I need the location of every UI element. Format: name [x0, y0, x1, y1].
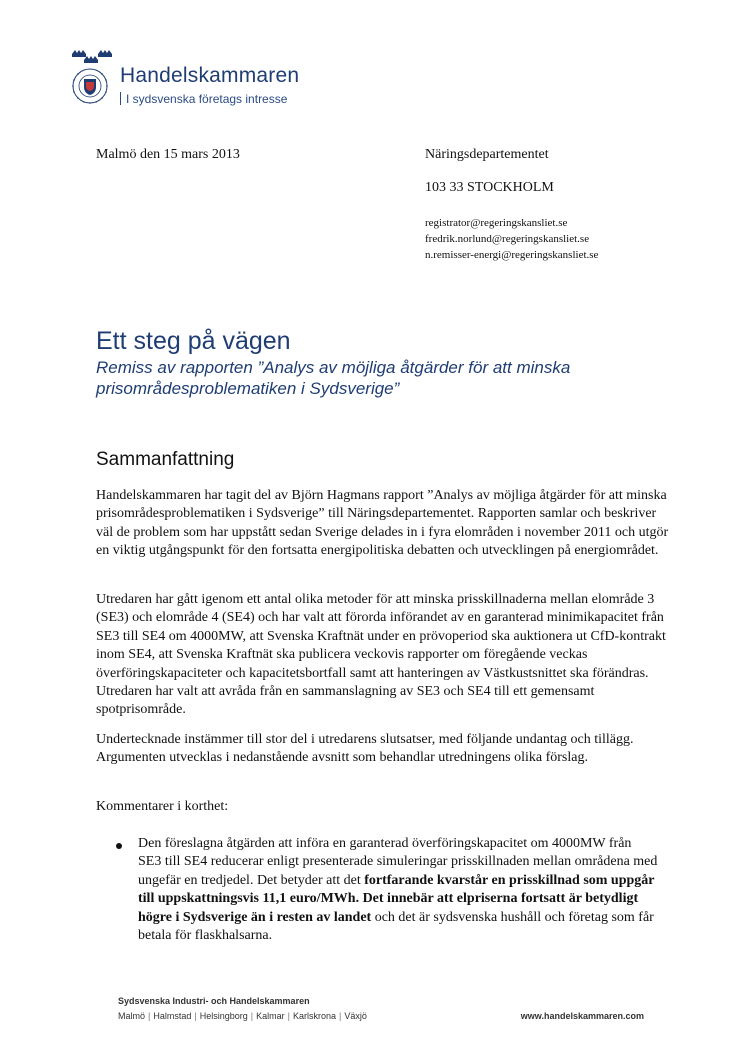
- brand-tagline: I sydsvenska företags intresse: [126, 92, 288, 106]
- bullet-bold-part: fortfarande kvarstår en prisskillnad som uppgår till uppskattningsvis 11,1 euro/MWh. Det innebär att elpriserna fortsatt är betydligt högre i Sydsverige än i resten av landet: [138, 872, 655, 925]
- bullet-text-part: Den föreslagna åtgärden att införa en garanterad överföringskapacitet om 4000MW från SE3 till SE4 reducerar enligt presenterade simuleringar prisskillnaden mellan områdena med ungefär en tredjedel. Det betyder att det: [138, 836, 658, 888]
- crown-seal-icon: [64, 48, 116, 108]
- footer-separator: |: [338, 1011, 342, 1021]
- footer-separator: |: [148, 1011, 151, 1021]
- email-address: n.remisser-energi@regeringskansliet.se: [425, 249, 599, 261]
- brand-name: Handelskammaren: [120, 64, 300, 87]
- footer-separator: |: [250, 1011, 254, 1021]
- footer-separator: |: [287, 1011, 290, 1021]
- footer-website-link[interactable]: www.handelskammaren.com: [520, 1011, 644, 1021]
- recipient-name: Näringsdepartementet: [425, 147, 549, 162]
- section-heading: Sammanfattning: [96, 449, 235, 470]
- bullet-item: [138, 835, 658, 945]
- company-logo: [64, 48, 314, 110]
- footer-city: Malmö: [118, 1011, 146, 1021]
- recipient-address: 103 33 STOCKHOLM: [425, 180, 554, 195]
- footer-city: Kalmar: [256, 1011, 285, 1021]
- body-paragraph: Handelskammaren har tagit del av Björn Hagmans rapport ”Analys av möjliga åtgärder för att minska prisområdesproblematiken i Sydsverige” till Näringsdepartementet. Rapporten samlar och beskriver väl de problem som har uppstått sedan Sverige delades in i fyra elområden i november 2011 och utgör en viktig utgångspunkt för den fortsatta energipolitiska debatten och utvecklingen på energiområdet.: [96, 488, 669, 559]
- document-subtitle: Remiss av rapporten ”Analys av möjliga åtgärder för att minska prisområdesproblematiken i Sydsverige”: [96, 358, 571, 398]
- footer-city: Helsingborg: [199, 1011, 248, 1021]
- footer-city: Halmstad: [153, 1011, 192, 1021]
- email-address: fredrik.norlund@regeringskansliet.se: [425, 233, 590, 245]
- footer-separator: |: [194, 1011, 197, 1021]
- bullet-icon: [116, 843, 122, 849]
- body-paragraph: Kommentarer i korthet:: [96, 799, 229, 814]
- body-paragraph: Undertecknade instämmer till stor del i utredarens slutsatser, med följande undantag och tillägg. Argumenten utvecklas i nedanstående avsnitt som behandlar utredningens olika förslag.: [96, 732, 634, 766]
- footer-city: Växjö: [344, 1011, 367, 1021]
- recipient-emails: [425, 215, 598, 263]
- footer-cities: [118, 1011, 367, 1021]
- footer-city: Karlskrona: [292, 1011, 336, 1021]
- email-address: registrator@regeringskansliet.se: [425, 217, 568, 229]
- letter-date: Malmö den 15 mars 2013: [96, 147, 240, 162]
- body-paragraph: Utredaren har gått igenom ett antal olika metoder för att minska prisskillnaderna mellan elområde 3 (SE3) och elområde 4 (SE4) och har valt att förorda införandet av en garanterad minimikapacitet från SE3 till SE4 om 4000MW, att Svenska Kraftnät under en prövoperiod ska auktionera ut CfD-kontrakt inom SE4, att Svenska Kraftnät ska publicera veckovis rapporter om föregående veckas överföringskapaciteter och kapacitetsbortfall samt att hanteringen av Västkustsnittet ska förändras. Utredaren har valt att avråda från en sammanslagning av SE3 och SE4 till ett gemensamt spotprisområde.: [96, 592, 666, 718]
- footer-organization: Sydsvenska Industri- och Handelskammaren: [118, 996, 310, 1006]
- bullet-text-part: och det är sydsvenska hushåll och företag som får betala för flaskhalsarna.: [138, 909, 654, 944]
- document-title: Ett steg på vägen: [96, 327, 291, 355]
